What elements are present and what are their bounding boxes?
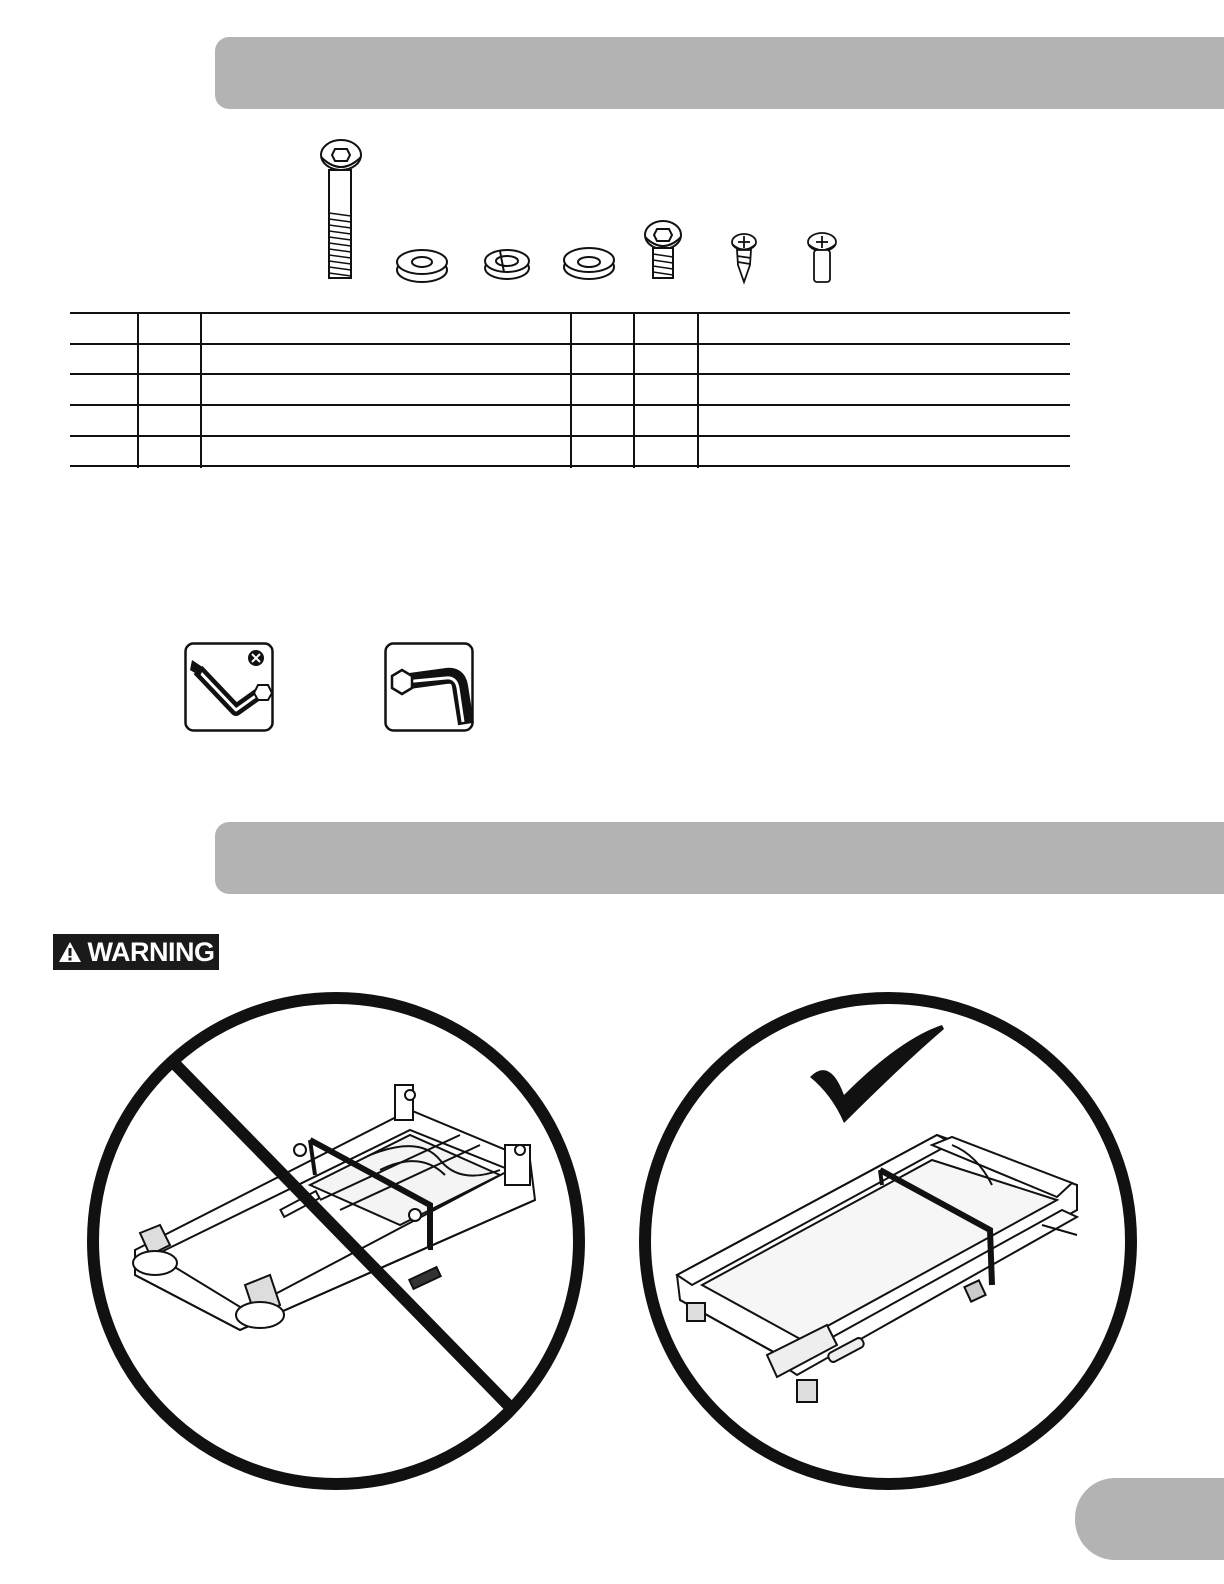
split-lock-washer-icon xyxy=(485,250,529,279)
section-header-bar-unpacking xyxy=(215,822,1224,894)
flat-tip-screw-icon xyxy=(808,233,836,282)
hardware-parts-table xyxy=(70,312,1070,468)
checkmark-icon xyxy=(810,1025,944,1123)
long-bolt-icon xyxy=(321,140,361,278)
warning-badge xyxy=(53,934,219,970)
table-column-divider xyxy=(200,312,202,468)
allen-wrench-icon xyxy=(384,642,474,732)
warning-triangle-icon xyxy=(58,941,82,963)
section-header-bar-hardware xyxy=(215,37,1224,109)
phillips-allen-wrench-icon xyxy=(184,642,274,732)
page-number-tab xyxy=(1075,1478,1224,1560)
curved-washer-icon xyxy=(564,248,614,279)
short-bolt-icon xyxy=(645,221,681,278)
flat-washer-icon xyxy=(397,250,447,282)
table-column-divider xyxy=(570,312,572,468)
approved-deck-up-illustration xyxy=(632,985,1144,1497)
pointed-screw-icon xyxy=(732,234,756,282)
hardware-illustrations xyxy=(300,135,860,295)
table-column-divider xyxy=(697,312,699,468)
table-column-divider xyxy=(137,312,139,468)
table-column-divider xyxy=(633,312,635,468)
prohibited-frame-down-illustration xyxy=(80,985,592,1497)
warning-label: WARNING xyxy=(87,936,215,967)
